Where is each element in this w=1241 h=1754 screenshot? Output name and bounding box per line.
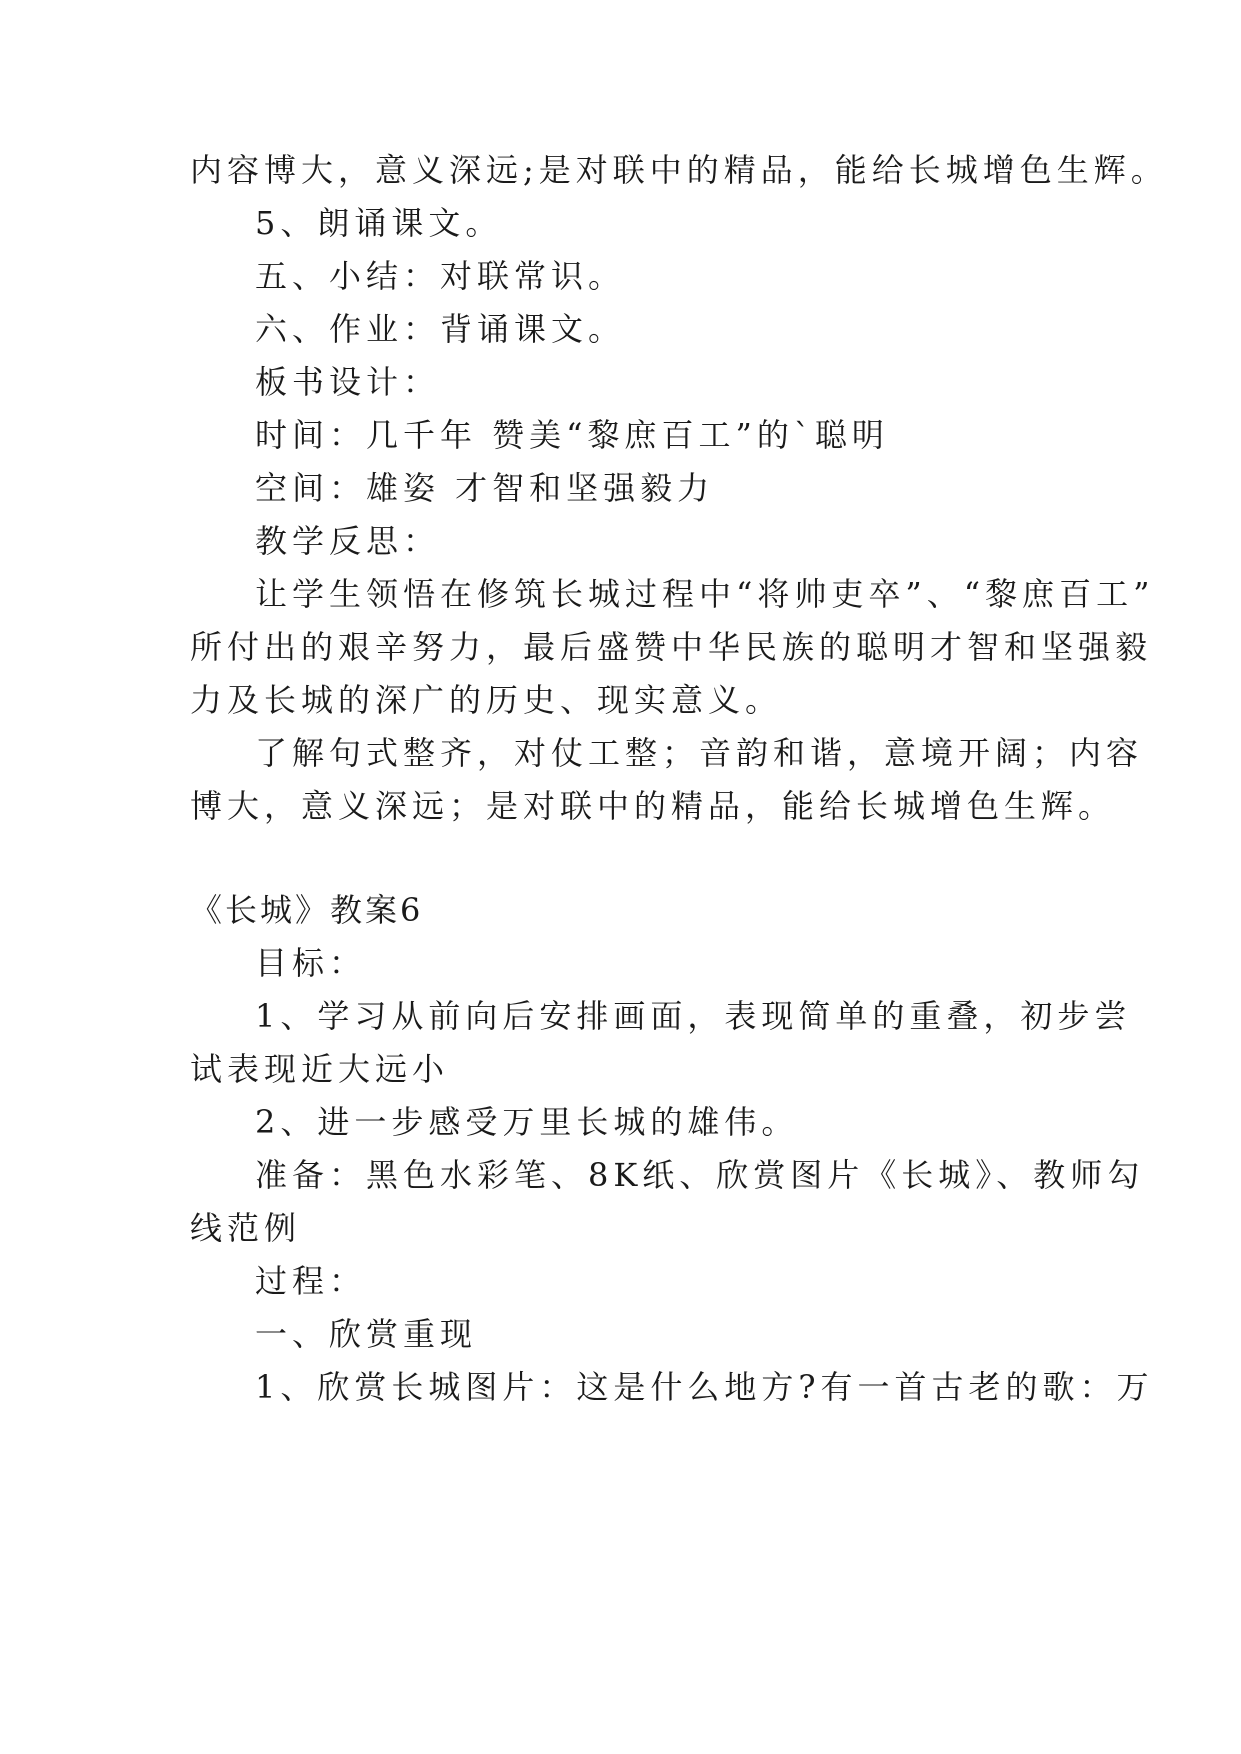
text-line: 5、朗诵课文。 bbox=[255, 204, 503, 242]
text-line: 一、欣赏重现 bbox=[255, 1315, 478, 1353]
text-line: 时间：几千年 赞美“黎庶百工”的`聪明 bbox=[255, 416, 889, 454]
text-line: 教学反思： bbox=[255, 522, 441, 560]
text-line: 内容博大，意义深远;是对联中的精品，能给长城增色生辉。 bbox=[190, 151, 1168, 189]
text-line: 准备：黑色水彩笔、8K纸、欣赏图片《长城》、教师勾 bbox=[255, 1156, 1145, 1194]
text-line: 力及长城的深广的历史、现实意义。 bbox=[190, 681, 783, 719]
text-line: 目标： bbox=[255, 944, 367, 982]
text-line: 博大，意义深远；是对联中的精品，能给长城增色生辉。 bbox=[190, 787, 1116, 825]
section-title: 《长城》教案6 bbox=[190, 891, 424, 929]
text-line: 线范例 bbox=[190, 1209, 302, 1247]
text-line: 1、欣赏长城图片：这是什么地方?有一首古老的歌：万 bbox=[255, 1368, 1154, 1406]
text-line: 让学生领悟在修筑长城过程中“将帅吏卒”、“黎庶百工” bbox=[255, 575, 1155, 613]
text-line: 了解句式整齐，对仗工整；音韵和谐，意境开阔；内容 bbox=[255, 734, 1144, 772]
text-line: 所付出的艰辛努力，最后盛赞中华民族的聪明才智和坚强毅 bbox=[190, 628, 1153, 666]
text-line: 板书设计： bbox=[255, 363, 441, 401]
text-line: 试表现近大远小 bbox=[190, 1050, 450, 1088]
text-line: 六、作业：背诵课文。 bbox=[255, 310, 626, 348]
text-line: 1、学习从前向后安排画面，表现简单的重叠，初步尝 bbox=[255, 997, 1132, 1035]
text-line: 五、小结：对联常识。 bbox=[255, 257, 626, 295]
text-line: 2、进一步感受万里长城的雄伟。 bbox=[255, 1103, 799, 1141]
text-line: 空间：雄姿 才智和坚强毅力 bbox=[255, 469, 715, 507]
text-line: 过程： bbox=[255, 1262, 367, 1300]
